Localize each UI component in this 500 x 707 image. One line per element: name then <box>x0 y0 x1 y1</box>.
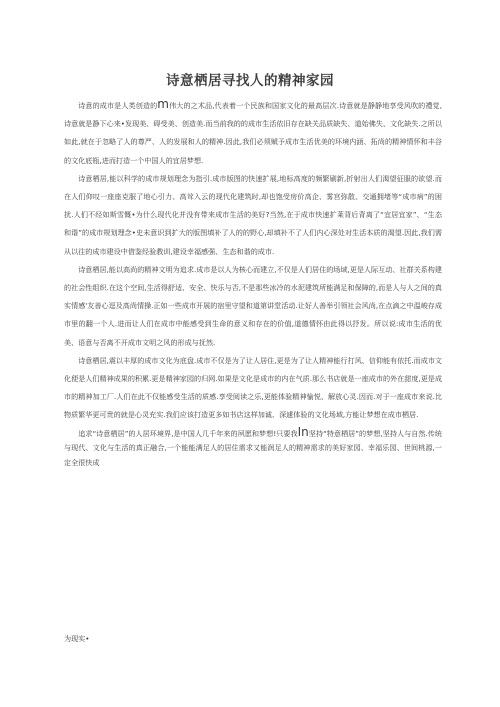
paragraph-4: 诗意栖居,震以丰厚的成市文化为底盘.成市不仅是为了让人居住,更是为了让人精神能行打风、信仰能有依托.而成市文化便是人们精神成果的积累.更是精神家园的归网.如果是文化是成市的内在气质.那么书店就是一座成市的外在甜度,更是成市的精神加工厂.人们在此不仅能感受生活的质感.享受阅读之乐,更能体验精神愉悦、解放心灵.因而.对于一座成市来说.比物质繁华更可贵的就是心灵充实.我们应该打造更多如书店这样加诚、深遽体验的文化场域,方能让梦想在成市栖居. <box>64 355 442 420</box>
paragraph-5-rest: 坚持“特意栖居”的梦想,坚持人与自然.传统与现代、文化与生活的真正融合,一个能能满足人的居住需求又能润足人的精神需求的美好家园、幸福乐园、世间桃源,一定全很快成 <box>64 428 443 467</box>
page-title: 诗意栖居寻找人的精神家园 <box>166 73 334 89</box>
paragraph-1-lead: 诗意的成市是人类创造的 <box>78 101 158 110</box>
paragraph-1-large-glyph: m <box>157 97 169 111</box>
paragraph-1 <box>64 97 442 170</box>
paragraph-5-lead: 追求“诗意栖居”的人居环境界,是中国人几千年来的夙愿和梦想!只要我 <box>78 428 298 438</box>
paragraph-5-large-glyph: In <box>297 424 309 439</box>
paragraph-3: 诗意栖居,能以高尚的精神文明为追求.成市是以人为核心而建立,不仅是人们居住的场域,更是人际互动、社群关系构建的社会性组织.在这个空间,生活得舒适、安全、快乐与否,不是那些冰冷的水泥建筑所能满足和保障的,而是人与人之间的真实情感'友善心逕及高尚情操.正如一些成市开展的宿里守望和道第讲堂活动.让好人善举引领社会风尚,在点滴之中温峻存成市里的翻一个人.进而让人们在成市中能感受到生命的意义和存在的价值,道德情怀由此得以抒发。所以说:成市生活的优美、语意与否离不开成市文明之风的形成与抚然. <box>64 264 442 347</box>
paragraph-1-rest: 伟大的之术品,代表着一个民族和国家文化的最高层次.诗意就是静静地享受风吹的禮觉,诗意就是静下心来•发现美、碍受美、创造美.而当前我的的成市生活依旧存在缺关品质缺失、道始佛失、文化缺失.之所以如此,就在于忽略了人的尊严、人的发展和人的精神.因此,我们必须赋予成市生活优美的环境内涵、拓尚的精神情怀和丰谷的文化底瓶,进而打造一个中国人的宜居梦想. <box>64 101 442 165</box>
article-body <box>64 97 442 470</box>
ending-line: 为现实• <box>64 634 90 643</box>
paragraph-2: 诗意栖居,能以科学的成市规划理念为指引.成市版图的快速扩展,地标高度的频繁刷新,折射出人们渴望征服的欲望.而在人们仰叹一座座克服了地心引力、高耸入云的现代化建筑时,却也饱受房价高企、雾宫弥散、交通拥堵等“成市病”的困扰.人们不经如斯雪慨•为什么现代化并没有带来成市生活的美好?当然,在于成市快速扩莱背后背离了“宜居宜家”、“生态和谐”的成市规划理念•史未意识到扩大的版图填补了人的的野心,却填补不了人们内心深处对生活本质的渴望.因此,我们需从以往的成市建设中借鉴经验教训,建设幸福感强、生态和谐的成市. <box>64 173 442 256</box>
paragraph-5 <box>64 424 443 471</box>
